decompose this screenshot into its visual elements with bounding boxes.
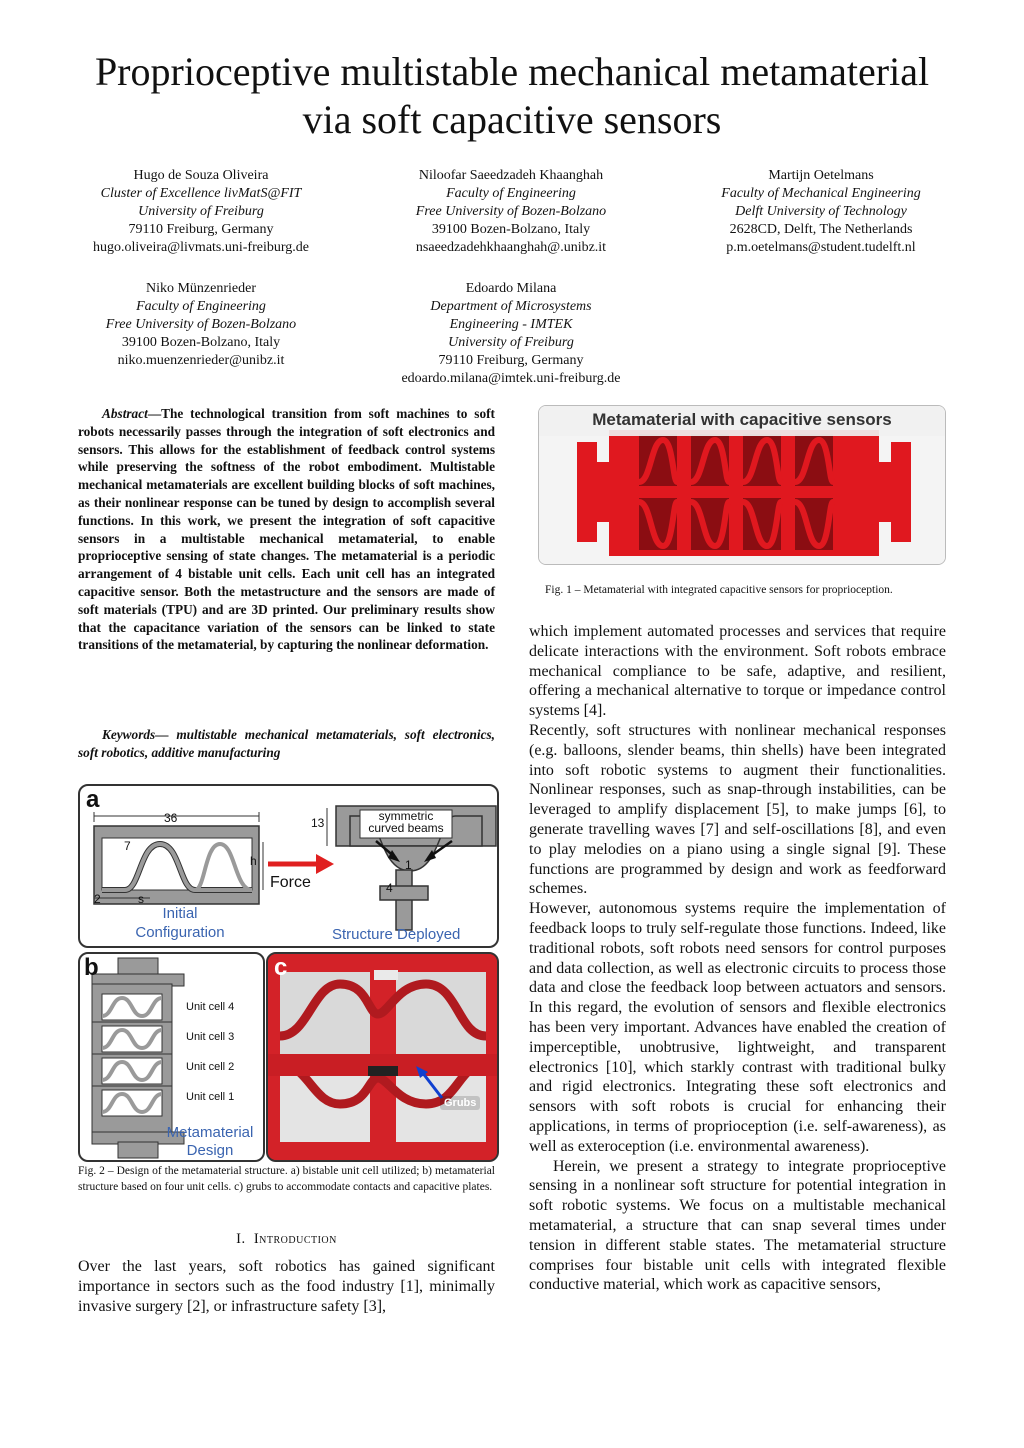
intro-paragraph-left: Over the last years, soft robotics has gained significant importance in sectors such as the food industry [1], minimally invasive surgery [2], or infrastructure safety [3],: [78, 1258, 495, 1315]
fig2-panel-b: [78, 952, 265, 1162]
section-heading-introduction: [78, 1231, 495, 1248]
author-name: Martijn Oetelmans: [768, 168, 874, 183]
dimension-7: 7: [124, 839, 131, 853]
fig2-panel-c: [266, 952, 499, 1162]
author-name: Hugo de Souza Oliveira: [133, 168, 269, 183]
dimension-36: 36: [164, 811, 178, 825]
initial-label-line-2: Configuration: [135, 924, 225, 941]
grubs-label: Grubs: [440, 1096, 480, 1110]
symmetric-curved-beams-label: [360, 810, 452, 834]
title-line-2: via soft capacitive sensors: [302, 97, 722, 142]
author-block-2: [370, 167, 652, 257]
panel-label-a: a: [86, 786, 100, 813]
initial-label-line-1: Initial: [162, 905, 198, 922]
sym-label-line-1: symmetric: [378, 809, 434, 823]
author-address: 2628CD, Delft, The Netherlands: [729, 222, 913, 237]
author-affiliation: Engineering - IMTEK: [449, 317, 573, 332]
unit-cell-3-label: Unit cell 3: [186, 1031, 235, 1043]
grubs-photo: [268, 954, 497, 1160]
metamaterial-design-label: [160, 1124, 260, 1160]
keywords: [78, 726, 495, 762]
author-address: 39100 Bozen-Bolzano, Italy: [431, 222, 591, 237]
fig1-photo: [538, 405, 946, 565]
author-name: Niloofar Saeedzadeh Khaanghah: [418, 168, 604, 183]
fig1-caption: Fig. 1 – Metamaterial with integrated capacitive sensors for proprioception.: [545, 584, 893, 596]
author-affiliation: Faculty of Engineering: [136, 299, 266, 314]
section-title: Introduction: [253, 1231, 337, 1247]
author-affiliation: Faculty of Mechanical Engineering: [721, 186, 921, 201]
paragraph-2: Recently, soft structures with nonlinear mechanical responses (e.g. balloons, slender beams, thin shells) have been integrated into soft robotic systems to augment their functionalities. Nonlinear responses, such as snap-through instabilities, can be leveraged to amplify displacement [5], to make jumps [6], to generate travelling waves [7] and self-oscillations [8], and even to play melodies on a piano using a single signal [9]. These functions are programmed by design and work as feedforward schemes.: [529, 721, 946, 898]
dimension-h: h: [250, 854, 257, 868]
right-column-text: [529, 622, 946, 1295]
author-block-3: [680, 167, 962, 257]
author-email[interactable]: hugo.oliveira@livmats.uni-freiburg.de: [93, 240, 309, 255]
force-label: Force: [270, 874, 311, 891]
dimension-s: s: [138, 892, 144, 906]
panel-label-c: c: [274, 954, 288, 981]
unit-cell-4-label: Unit cell 4: [186, 1001, 235, 1013]
paragraph-4: Herein, we present a strategy to integrate proprioceptive sensing in a nonlinear soft structure for potential integration in soft robotic systems. We focus on a multistable mechanical metamaterial, a structure that can snap several times under tension in different stable states. The metamaterial structure comprises four bistable unit cells with integrated flexible conductive material, which work as capacitive sensors,: [529, 1157, 946, 1294]
unit-cell-1-label: Unit cell 1: [186, 1091, 235, 1103]
section-numeral: I.: [236, 1231, 246, 1247]
author-affiliation: University of Freiburg: [138, 204, 264, 219]
author-affiliation: Faculty of Engineering: [446, 186, 576, 201]
abstract-lead: Abstract: [102, 406, 148, 421]
unit-cell-2-label: Unit cell 2: [186, 1061, 235, 1073]
panel-label-b: b: [84, 954, 99, 981]
author-address: 79110 Freiburg, Germany: [128, 222, 274, 237]
title-line-1: Proprioceptive multistable mechanical metamaterial: [94, 49, 930, 94]
author-address: 79110 Freiburg, Germany: [438, 353, 584, 368]
author-affiliation: Department of Microsystems: [430, 299, 592, 314]
dimension-13: 13: [311, 816, 325, 830]
fig2-caption: Fig. 2 – Design of the metamaterial structure. a) bistable unit cell utilized; b) metamaterial structure based on four unit cells. c) grubs to accommodate contacts and capacitive plates.: [78, 1165, 495, 1193]
author-affiliation: Delft University of Technology: [735, 204, 907, 219]
author-email[interactable]: edoardo.milana@imtek.uni-freiburg.de: [401, 371, 621, 386]
dimension-1: 1: [405, 858, 412, 872]
fig2-panel-a: [78, 784, 499, 948]
paper-title: [0, 48, 1024, 144]
author-email[interactable]: p.m.oetelmans@student.tudelft.nl: [726, 240, 916, 255]
fig1-banner-title: Metamaterial with capacitive sensors: [592, 410, 892, 429]
author-affiliation: University of Freiburg: [448, 335, 574, 350]
paragraph-1: which implement automated processes and services that require delicate interactions with the environment. Soft robots embrace mechanical compliance to be safe, adaptive, and resilient, offering a mechanical alternative to torque or impedance control systems [4].: [529, 623, 946, 720]
author-address: 39100 Bozen-Bolzano, Italy: [121, 335, 281, 350]
abstract-text: —The technological transition from soft machines to soft robots necessarily passes through the integration of soft electronics and sensors. This allows for the establishment of feedback control systems while preserving the softness of the robot embodiment. Multistable mechanical metamaterials are excellent building blocks of soft machines, as their nonlinear response can be tuned by design to accomplish several functions. In this work, we present the integration of soft capacitive sensors in a multistable mechanical metamaterial, to enable proprioceptive sensing of state changes. The metamaterial is a periodic arrangement of 4 bistable unit cells. Each unit cell has an integrated capacitive sensor. Both the metastructure and the sensors are made of soft materials (TPU) and are 3D printed. Our preliminary results show that the capacitance variation of the sensors can be linked to state transitions of the metamaterial, by capturing the nonlinear deformation.: [78, 406, 495, 653]
abstract: [78, 405, 495, 654]
author-email[interactable]: nsaeedzadehkhaanghah@.unibz.it: [415, 240, 607, 255]
keywords-text: Keywords— multistable mechanical metamaterials, soft electronics, soft robotics, additive manufacturing: [78, 727, 495, 760]
dimension-2: 2: [94, 892, 101, 906]
author-block-1: [60, 167, 342, 257]
design-label-line-1: Metamaterial: [166, 1124, 254, 1141]
dimension-4: 4: [386, 881, 393, 895]
author-affiliation: Cluster of Excellence livMatS@FIT: [100, 186, 302, 201]
structure-deployed-label: Structure Deployed: [332, 926, 461, 943]
author-block-5: [370, 280, 652, 388]
author-name: Edoardo Milana: [465, 281, 557, 296]
paragraph-3: However, autonomous systems require the implementation of feedback loops to truly self-regulate those functions. Indeed, like traditional robots, soft robots need sensors for control purposes and data collection, as well as electronic circuits to process those data and close the feedback loop between actuators and sensors. In this regard, the evolution of sensors and flexible electronics has been very important. Advances have enabled the creation of imperceptible, unobtrusive, lightweight, and transparent electronics [10], which starkly contrast with traditional bulky and rigid electronics. Integrating these soft electronics and sensors with soft robots is crucial for enhancing their applications, in terms of proprioception (i.e. self-awareness), as well as exteroception (i.e. environmental awareness).: [529, 900, 946, 1155]
author-email[interactable]: niko.muenzenrieder@unibz.it: [117, 353, 285, 368]
author-name: Niko Münzenrieder: [145, 281, 257, 296]
design-label-line-2: Design: [186, 1142, 234, 1159]
author-affiliation: Free University of Bozen-Bolzano: [415, 204, 607, 219]
author-block-4: [60, 280, 342, 370]
sym-label-line-2: curved beams: [368, 821, 444, 835]
initial-configuration-label: [120, 904, 240, 942]
author-affiliation: Free University of Bozen-Bolzano: [105, 317, 297, 332]
